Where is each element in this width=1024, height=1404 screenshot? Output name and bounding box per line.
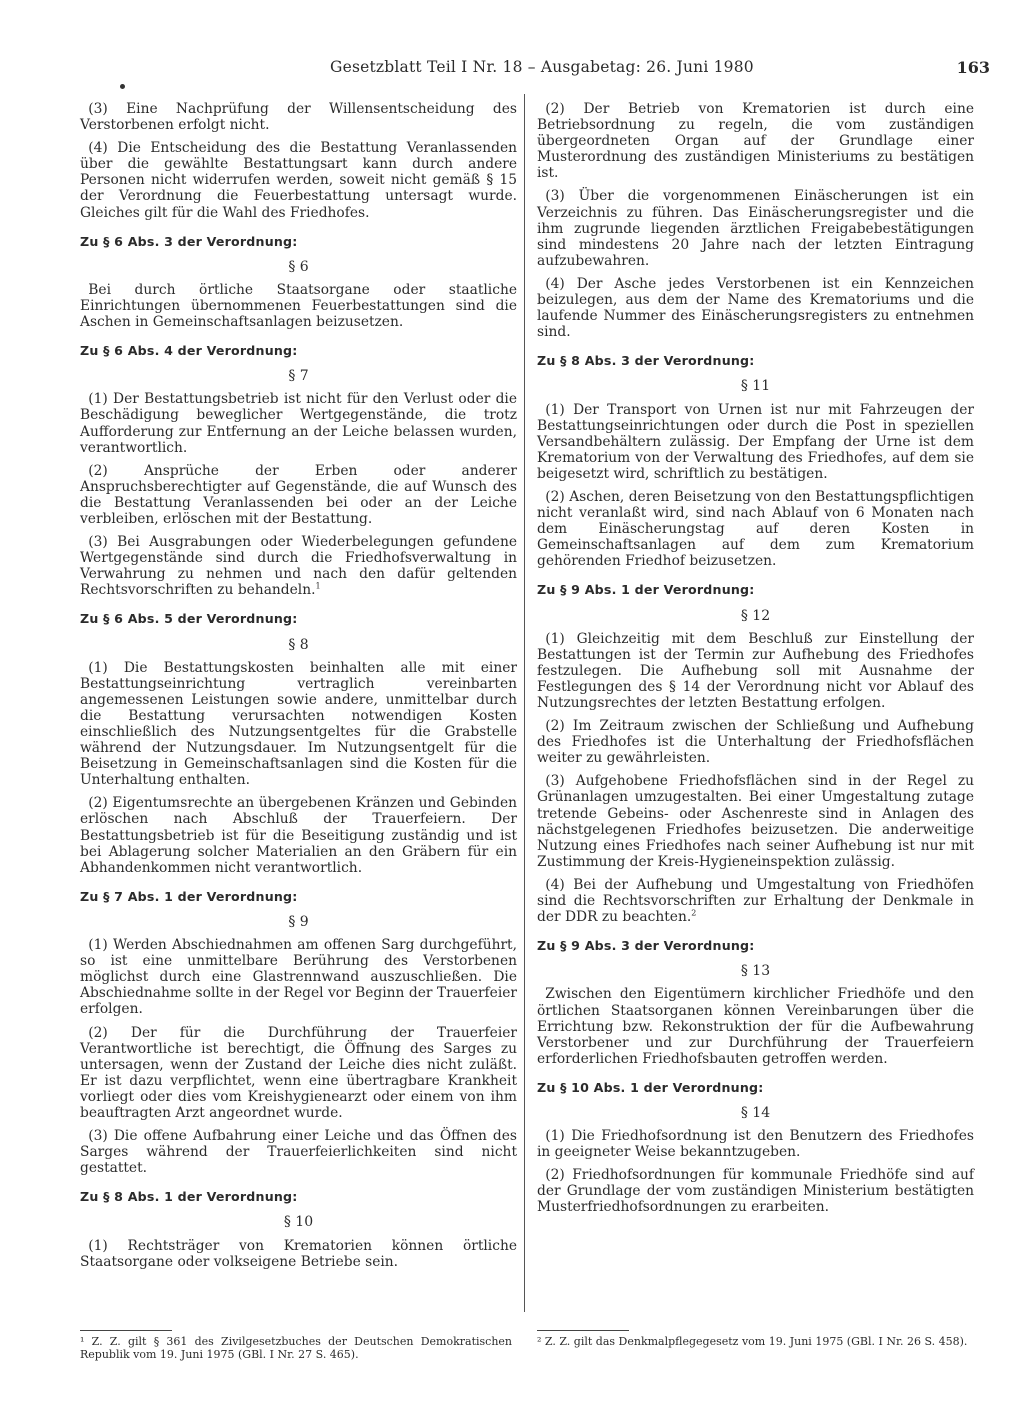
section-heading: Zu § 9 Abs. 3 der Verordnung: <box>537 938 755 954</box>
paragraph: (1) Der Transport von Urnen ist nur mit Fahrzeugen der Bestattungseinrichtungen oder durch die Post in speziellen Versandbehältern zulässig. Der Empfang der Urne ist dem Krematorium von der Verwaltung des Friedhofes, auf dem sie beigesetzt wird, schriftlich zu bestätigen. <box>537 401 974 482</box>
paragraph-number: § 7 <box>288 368 309 385</box>
section-heading: Zu § 6 Abs. 5 der Verordnung: <box>80 611 298 627</box>
paragraph: (3) Bei Ausgrabungen oder Wiederbelegungen gefundene Wertgegenstände sind durch die Friedhofsverwaltung in Verwahrung zu nehmen und nach den dafür geltenden Rechtsvorschriften zu behandeln.$^1$ <box>80 534 517 599</box>
section-heading: Zu § 6 Abs. 4 der Verordnung: <box>80 343 298 359</box>
page-header <box>60 58 990 84</box>
paragraph: (2) Der für die Durchführung der Trauerfeier Verantwortliche ist berechtigt, die Öffnung des Sarges zu untersagen, wenn der Zustand der Leiche dies nicht zuläßt. Er ist dazu verpflichtet, wenn eine übertragbare Krankheit vorliegt oder dies vom Kreishygienearzt oder einem von ihm beauftragten Arzt angeordnet wurde. <box>80 1024 517 1121</box>
footnote-2: ² Z. Z. gilt das Denkmalpflegegesetz vom 19. Juni 1975 (GBl. I Nr. 26 S. 458). <box>537 1335 968 1348</box>
section-heading: Zu § 10 Abs. 1 der Verordnung: <box>537 1079 764 1095</box>
paragraph: (2) Der Betrieb von Krematorien ist durch eine Betriebsordnung zu regeln, die vom zuständigen übergeordneten Organ auf der Grundlage einer Musterordnung des zuständigen Ministeriums zu bestätigen ist. <box>537 101 974 182</box>
paragraph-number: § 10 <box>283 1214 314 1231</box>
paragraph: Bei durch örtliche Staatsorgane oder staatliche Einrichtungen übernommenen Feuerbestattungen sind die Aschen in Gemeinschaftsanlagen beizusetzen. <box>80 281 517 331</box>
paragraph-number: § 13 <box>740 963 771 980</box>
right-column <box>537 101 974 1223</box>
paragraph: (2) Aschen, deren Beisetzung von den Bestattungspflichtigen nicht veranlaßt wird, sind nach Ablauf von 6 Monaten nach dem Einäscherungstag auf deren Kosten in Gemeinschaftsanlagen auf dem zum Krematorium gehörenden Friedhof beizusetzen. <box>537 488 974 570</box>
paragraph-number: § 12 <box>740 607 771 624</box>
footnote-rule-left <box>80 1330 172 1331</box>
paragraph-number: § 11 <box>740 378 771 395</box>
paragraph: (1) Gleichzeitig mit dem Beschluß zur Einstellung der Bestattungen ist der Termin zur Aufhebung des Friedhofes festzulegen. Die Aufhebung soll mit Ausnahme der Festlegungen des § 14 der Verordnung nicht vor Ablauf des Nutzungsrechtes der letzten Bestattung erfolgen. <box>537 630 974 711</box>
page-number: 163 <box>956 58 990 77</box>
paragraph: (3) Eine Nachprüfung der Willensentscheidung des Verstorbenen erfolgt nicht. <box>80 101 517 134</box>
footnote-ref: 2 <box>691 908 697 918</box>
paragraph: (2) Ansprüche der Erben oder anderer Anspruchsberechtigter auf Gegenstände, die auf Wunsch des die Bestattung Veranlassenden bei oder an der Leiche verbleiben, erlöschen mit der Bestattung. <box>80 462 517 527</box>
header-title: Gesetzblatt Teil I Nr. 18 – Ausgabetag: 26. Juni 1980 <box>330 58 754 76</box>
paragraph-number: § 6 <box>288 258 309 275</box>
paragraph-number: § 8 <box>288 636 309 653</box>
section-heading: Zu § 6 Abs. 3 der Verordnung: <box>80 233 298 249</box>
section-heading: Zu § 8 Abs. 3 der Verordnung: <box>537 353 755 369</box>
paragraph-number: § 9 <box>288 913 309 930</box>
footnote-1: ¹ Z. Z. gilt § 361 des Zivilgesetzbuches der Deutschen Demokratischen Republik vom 19. Juni 1975 (GBl. I Nr. 27 S. 465). <box>80 1335 512 1361</box>
paragraph: (3) Aufgehobene Friedhofsflächen sind in der Regel zu Grünanlagen umzugestalten. Bei einer Umgestaltung zutage tretende Gebeins- oder Aschenreste sind in Anlagen des nächstgelegenen Friedhofes beizusetzen. Die anderweitige Nutzung eines Friedhofes nach seiner Aufhebung ist nur mit Zustimmung der Kreis-Hygieneinspektion zulässig. <box>537 773 974 870</box>
paragraph: (1) Werden Abschiednahmen am offenen Sarg durchgeführt, so ist eine unmittelbare Berührung des Verstorbenen möglichst durch eine Glastrennwand auszuschließen. Die Abschiednahme sollte in der Regel vor Beginn der Trauerfeier erfolgen. <box>80 937 517 1018</box>
paragraph-number: § 14 <box>740 1104 771 1121</box>
paragraph: (3) Über die vorgenommenen Einäscherungen ist ein Verzeichnis zu führen. Das Einäscherungsregister und die ihm zugrunde liegenden ärztlichen Freigabebestätigungen sind mindestens 20 Jahre nach der letzten Eintragung aufzubewahren. <box>537 188 974 269</box>
paragraph: (4) Bei der Aufhebung und Umgestaltung von Friedhöfen sind die Rechtsvorschriften zur Erhaltung der Denkmale in der DDR zu beachten.$^2$ <box>537 876 974 926</box>
section-heading: Zu § 8 Abs. 1 der Verordnung: <box>80 1189 298 1205</box>
paragraph: (4) Der Asche jedes Verstorbenen ist ein Kennzeichen beizulegen, aus dem der Name des Krematoriums und die laufende Nummer des Einäscherungsregisters zu entnehmen sind. <box>537 275 974 341</box>
paragraph: (3) Die offene Aufbahrung einer Leiche und das Öffnen des Sarges während der Trauerfeierlichkeiten sind nicht gestattet. <box>80 1128 517 1177</box>
paragraph: (1) Rechtsträger von Krematorien können örtliche Staatsorgane oder volkseigene Betriebe sein. <box>80 1237 517 1270</box>
column-divider <box>524 94 525 1312</box>
paragraph: (1) Die Bestattungskosten beinhalten alle mit einer Bestattungseinrichtung vertraglich vereinbarten angemessenen Leistungen sowie andere, unmittelbar durch die Bestattung verursachten notwendigen Kosten einschließlich des Nutzungsentgeltes für die Grabstelle während der Nutzungsdauer. Im Nutzungsentgelt für die Beisetzung in Gemeinschaftsanlagen sind die Kosten für die Unterhaltung enthalten. <box>80 659 517 789</box>
footnote-ref: 1 <box>315 581 321 591</box>
paragraph: (1) Die Friedhofsordnung ist den Benutzern des Friedhofes in geeigneter Weise bekanntzugeben. <box>537 1128 974 1161</box>
print-mark <box>120 84 125 89</box>
paragraph: (4) Die Entscheidung des die Bestattung Veranlassenden über die gewählte Bestattungsart kann durch andere Personen nicht widerrufen werden, soweit nicht gemäß § 15 der Verordnung die Feuerbestattung untersagt wurde. Gleiches gilt für die Wahl des Friedhofes. <box>80 140 517 221</box>
section-heading: Zu § 9 Abs. 1 der Verordnung: <box>537 582 755 598</box>
left-column <box>80 101 517 1277</box>
section-heading: Zu § 7 Abs. 1 der Verordnung: <box>80 888 298 904</box>
paragraph: (2) Eigentumsrechte an übergebenen Kränzen und Gebinden erlöschen nach Abschluß der Trauerfeiern. Der Bestattungsbetrieb ist für die Beseitigung zuständig und ist bei Ablagerung solcher Materialien an den Gräbern für ein Abhandenkommen nicht verantwortlich. <box>80 795 517 876</box>
paragraph: (2) Im Zeitraum zwischen der Schließung und Aufhebung des Friedhofes ist die Unterhaltung der Friedhofsflächen weiter zu gewährleisten. <box>537 718 974 767</box>
footnote-rule-right <box>537 1330 629 1331</box>
paragraph: (1) Der Bestattungsbetrieb ist nicht für den Verlust oder die Beschädigung beweglicher Wertgegenstände, die trotz Aufforderung zur Entfernung an der Leiche belassen wurden, verantwortlich. <box>80 391 517 456</box>
paragraph: (2) Friedhofsordnungen für kommunale Friedhöfe sind auf der Grundlage der vom zuständigen Ministerium bestätigten Musterfriedhofsordnungen zu erarbeiten. <box>537 1167 974 1216</box>
paragraph: Zwischen den Eigentümern kirchlicher Friedhöfe und den örtlichen Staatsorganen können Vereinbarungen über die Errichtung bzw. Rekonstruktion der für die Aufbewahrung Verstorbener und zur Durchführung der Trauerfeiern erforderlichen Friedhofsbauten getroffen werden. <box>537 986 974 1067</box>
